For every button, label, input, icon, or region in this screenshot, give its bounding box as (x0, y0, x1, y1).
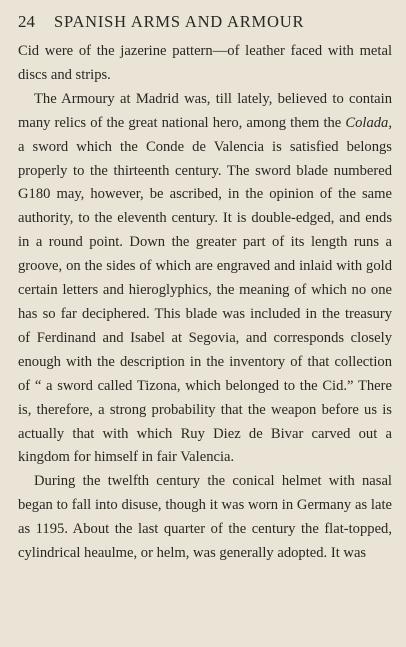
paragraph-1: Cid were of the jazerine pattern—of leather faced with metal discs and strips. (18, 43, 392, 83)
paragraph-2-part-1: The Armoury at Madrid was, till lately, believed to contain many relics of the great national hero, among them the (18, 90, 392, 131)
body-text (18, 40, 392, 566)
page-number: 24 (18, 12, 35, 31)
colada-sword-name: Colada (345, 114, 389, 131)
paragraph-2-part-2: , a sword which the Conde de Valencia is satisfied belongs properly to the thirteenth century. The sword blade numbered G180 may, however, be ascribed, in the opinion of the same authority, to the eleventh century. It is double-edged, and ends in a round point. Down the greater part of its length runs a groove, on the sides of which are engraved and inlaid with gold certain letters and hieroglyphics, the meaning of which no one has so far deciphered. This blade was included in the treasury of Ferdinand and Isabel at Segovia, and corresponds closely enough with the description in the inventory of that collection of “ a sword called Tizona, which belonged to the Cid.” There is, therefore, a strong probability that the weapon before us is actually that with which Ruy Diez de Bivar carved out a kingdom for himself in fair Valencia. (18, 114, 392, 466)
paragraph-2 (18, 88, 392, 471)
running-title: SPANISH ARMS AND ARMOUR (54, 12, 305, 31)
running-head (18, 12, 392, 34)
paragraph-3: During the twelfth century the conical helmet with nasal began to fall into disuse, though it was worn in Germany as late as 1195. About the last quarter of the century the flat-topped, cylindrical heaulme, or helm, was generally adopted. It was (18, 473, 392, 562)
